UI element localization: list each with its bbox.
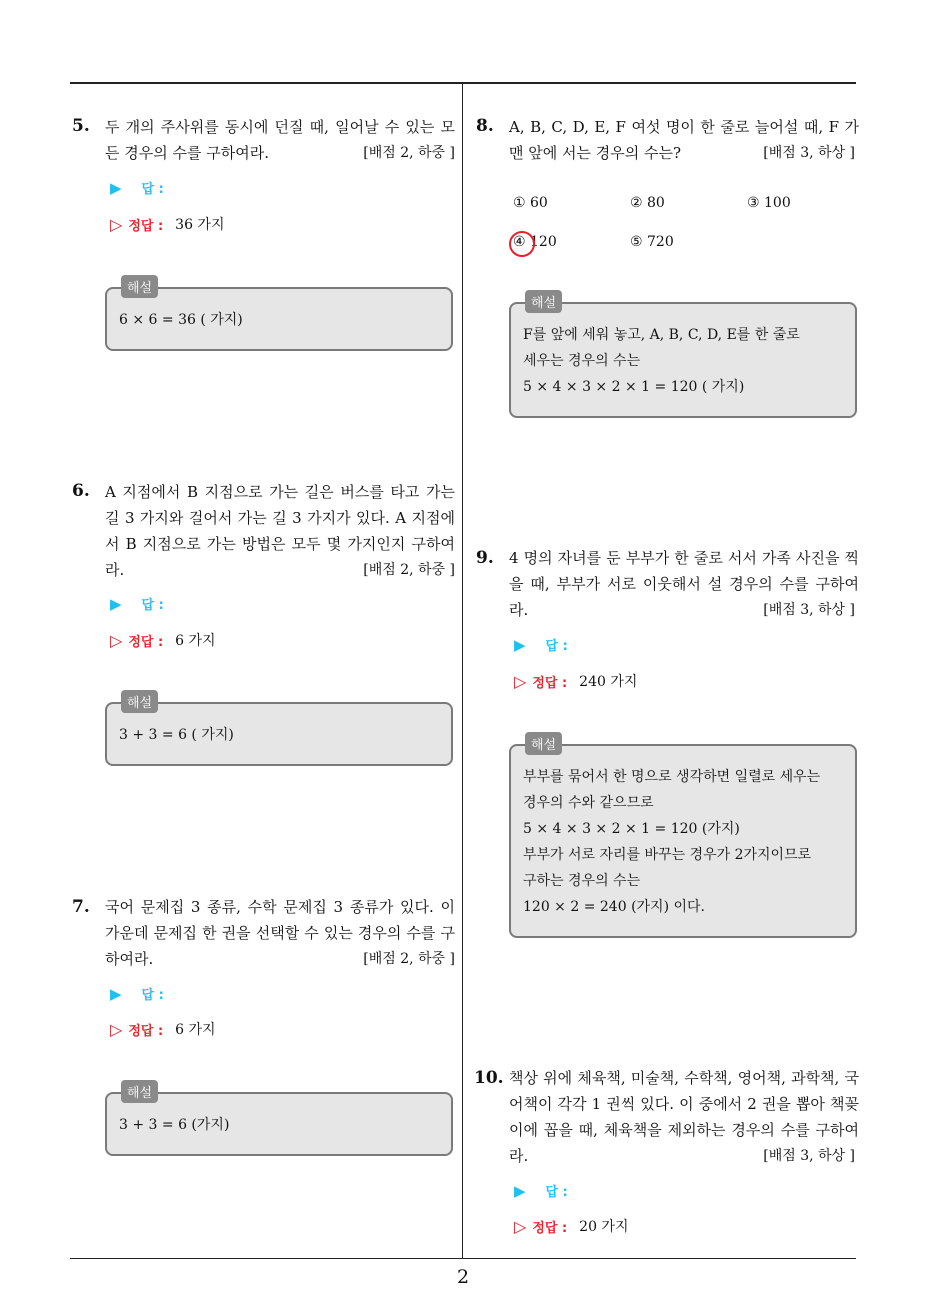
answer-label: 답 : <box>141 988 164 1003</box>
answer-label: 답 : <box>545 639 568 654</box>
question-text: 국어 문제집 3 종류, 수학 문제집 3 종류가 있다. 이 가운데 문제집 한 권을 선택할 수 있는 경우의 수를 구하여라. <box>105 898 455 968</box>
explanation-line: 부부가 서로 자리를 바꾸는 경우가 2가지이므로 <box>523 847 812 863</box>
answer-label: 답 : <box>141 182 164 197</box>
explanation-text <box>119 1112 439 1138</box>
correct-arrow-icon: ▷ <box>110 630 123 650</box>
answer-row <box>110 984 164 1003</box>
correct-answer-value: 6 가지 <box>175 1022 216 1038</box>
question-text: 두 개의 주사위를 동시에 던질 때, 일어날 수 있는 모든 경우의 수를 구하여라. <box>105 118 455 162</box>
question-number: 8. <box>476 116 494 136</box>
question-meta: [배점 2, 하중 ] <box>363 145 455 161</box>
answer-arrow-icon: ▶ <box>514 635 526 654</box>
question-number: 10. <box>474 1068 504 1088</box>
explanation-line: 5 × 4 × 3 × 2 × 1 = 120 ( 가지) <box>523 379 745 395</box>
question-meta: [배점 2, 하중 ] <box>363 562 455 578</box>
page-number: 2 <box>456 1266 470 1288</box>
choice-3[interactable]: ③ 100 <box>747 195 791 211</box>
correct-label: 정답 : <box>128 1023 164 1039</box>
correct-arrow-icon: ▷ <box>110 214 123 234</box>
answer-row <box>514 635 568 654</box>
question-meta: [배점 3, 하상 ] <box>763 1148 855 1164</box>
explanation-box <box>509 296 857 418</box>
correct-answer-value: 20 가지 <box>579 1219 629 1235</box>
correct-arrow-icon: ▷ <box>514 671 527 691</box>
choice-4[interactable]: ④ 120 <box>513 234 557 250</box>
answer-row <box>514 1181 568 1200</box>
explanation-text <box>119 307 439 333</box>
answer-row <box>110 594 164 613</box>
question-meta: [배점 3, 하상 ] <box>763 145 855 161</box>
explanation-tag: 해설 <box>525 290 562 313</box>
correct-answer-value: 36 가지 <box>175 217 225 233</box>
choice-2[interactable]: ② 80 <box>630 195 665 211</box>
explanation-line: 6 × 6 = 36 ( 가지) <box>119 312 243 328</box>
question-number: 5. <box>72 116 90 136</box>
explanation-line: 3 + 3 = 6 (가지) <box>119 1117 230 1133</box>
question-meta: [배점 3, 하상 ] <box>763 602 855 618</box>
explanation-tag: 해설 <box>525 732 562 755</box>
choice-5[interactable]: ⑤ 720 <box>630 234 674 250</box>
correct-answer-row <box>110 1019 216 1039</box>
explanation-line: 세우는 경우의 수는 <box>523 353 641 369</box>
correct-label: 정답 : <box>532 675 568 691</box>
correct-answer-value: 240 가지 <box>579 674 638 690</box>
explanation-line: 120 × 2 = 240 (가지) 이다. <box>523 899 705 915</box>
explanation-box <box>105 696 453 766</box>
explanation-box <box>105 281 453 351</box>
correct-label: 정답 : <box>532 1220 568 1236</box>
correct-answer-row <box>110 630 216 650</box>
correct-answer-row <box>514 671 637 691</box>
correct-arrow-icon: ▷ <box>514 1216 527 1236</box>
correct-answer-row <box>110 214 224 234</box>
explanation-box <box>105 1086 453 1156</box>
explanation-line: 3 + 3 = 6 ( 가지) <box>119 727 234 743</box>
question-number: 9. <box>476 548 494 568</box>
explanation-line: F를 앞에 세워 놓고, A, B, C, D, E를 한 줄로 <box>523 327 800 343</box>
question-text: A, B, C, D, E, F 여섯 명이 한 줄로 늘어설 때, F 가 맨 앞에 서는 경우의 수는? <box>509 118 859 162</box>
explanation-line: 5 × 4 × 3 × 2 × 1 = 120 (가지) <box>523 821 740 837</box>
explanation-tag: 해설 <box>121 275 158 298</box>
explanation-line: 경우의 수와 같으므로 <box>523 795 654 811</box>
question-text: 책상 위에 체육책, 미술책, 수학책, 영어책, 과학책, 국어책이 각각 1 권씩 있다. 이 중에서 2 권을 뽑아 책꽂이에 꼽을 때, 체육책을 제외하는 경우의 수를 구하여라. <box>509 1069 859 1165</box>
answer-label: 답 : <box>545 1185 568 1200</box>
explanation-text <box>119 722 439 748</box>
answer-arrow-icon: ▶ <box>514 1181 526 1200</box>
correct-label: 정답 : <box>128 218 164 234</box>
answer-arrow-icon: ▶ <box>110 178 122 197</box>
question-meta: [배점 2, 하중 ] <box>363 951 455 967</box>
answer-label: 답 : <box>141 598 164 613</box>
answer-arrow-icon: ▶ <box>110 594 122 613</box>
column-divider <box>462 84 463 1258</box>
correct-arrow-icon: ▷ <box>110 1019 123 1039</box>
selected-answer-circle-icon <box>509 231 535 257</box>
answer-row <box>110 178 164 197</box>
explanation-text <box>523 322 843 400</box>
explanation-tag: 해설 <box>121 690 158 713</box>
explanation-line: 구하는 경우의 수는 <box>523 873 641 889</box>
question-text: 4 명의 자녀를 둔 부부가 한 줄로 서서 가족 사진을 찍을 때, 부부가 서로 이웃해서 설 경우의 수를 구하여라. <box>509 549 859 619</box>
correct-label: 정답 : <box>128 634 164 650</box>
question-text: A 지점에서 B 지점으로 가는 길은 버스를 타고 가는 길 3 가지와 걸어서 가는 길 3 가지가 있다. A 지점에서 B 지점으로 가는 방법은 모두 몇 가지인지 구하여라. <box>105 483 455 579</box>
explanation-line: 부부를 묶어서 한 명으로 생각하면 일렬로 세우는 <box>523 769 821 785</box>
answer-arrow-icon: ▶ <box>110 984 122 1003</box>
explanation-tag: 해설 <box>121 1080 158 1103</box>
explanation-box <box>509 738 857 938</box>
correct-answer-row <box>514 1216 628 1236</box>
question-number: 6. <box>72 481 90 501</box>
bottom-rule <box>70 1258 856 1259</box>
correct-answer-value: 6 가지 <box>175 633 216 649</box>
top-rule <box>70 82 856 84</box>
question-number: 7. <box>72 897 90 917</box>
explanation-text <box>523 764 843 920</box>
choice-1[interactable]: ① 60 <box>513 195 548 211</box>
